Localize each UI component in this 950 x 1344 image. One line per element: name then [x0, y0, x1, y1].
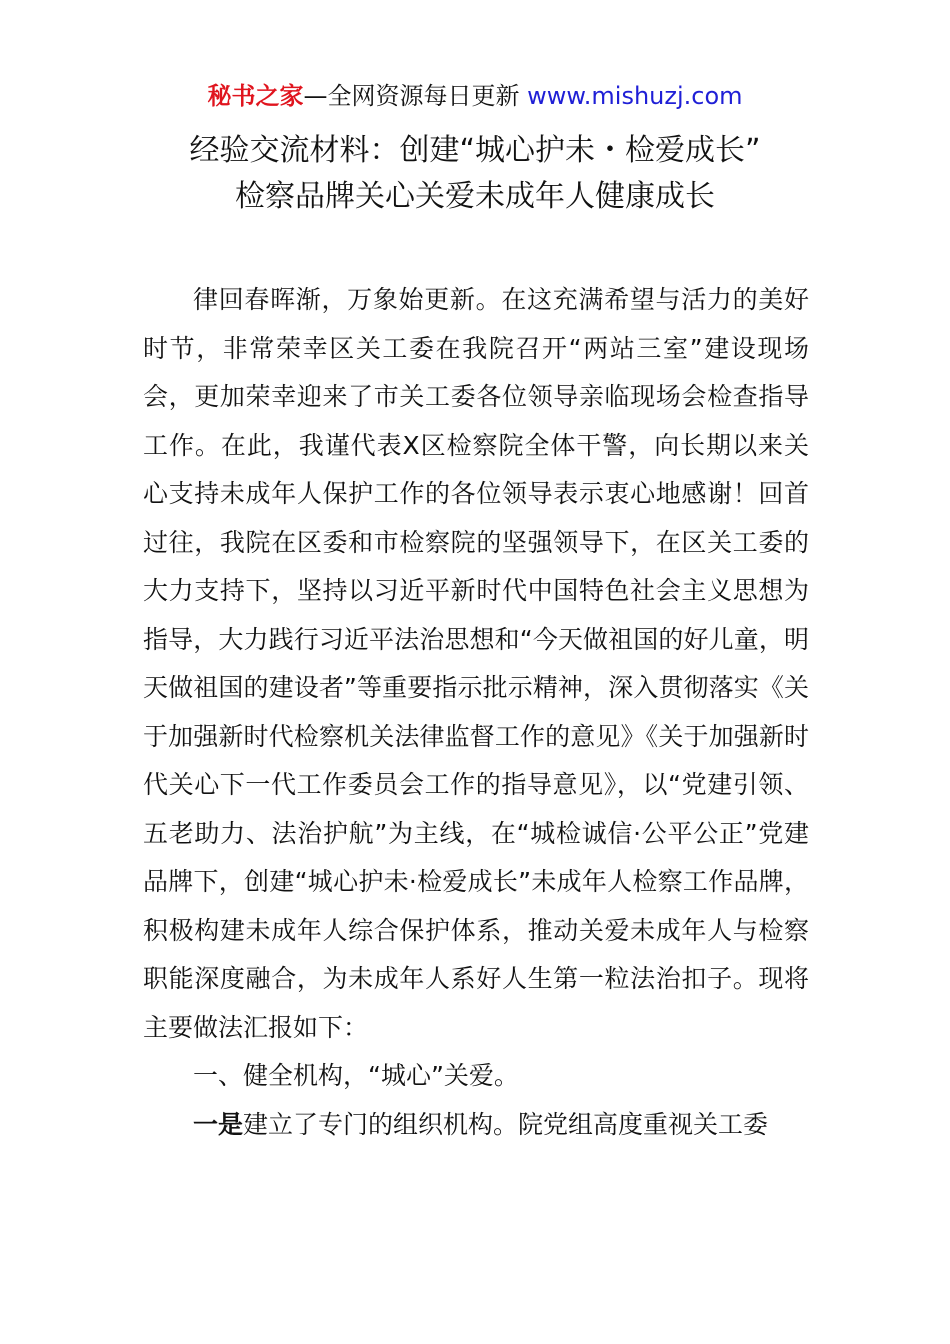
section-1-lead: 一是 — [193, 1109, 244, 1139]
site-tagline: —全网资源每日更新 — [303, 82, 520, 110]
intro-paragraph: 律回春晖渐，万象始更新。在这充满希望与活力的美好时节，非常荣幸区关工委在我院召开“两站三室”建设现场会，更加荣幸迎来了市关工委各位领导亲临现场会检查指导工作。在此，我谨代表X区检察院全体干警，向长期以来关心支持未成年人保护工作的各位领导表示衷心地感谢！回首过往，我院在区委和市检察院的坚强领导下，在区关工委的大力支持下，坚持以习近平新时代中国特色社会主义思想为指导，大力践行习近平法治思想和“今天做祖国的好儿童，明天做祖国的建设者”等重要指示批示精神，深入贯彻落实《关于加强新时代检察机关法律监督工作的意见》《关于加强新时代关心下一代工作委员会工作的指导意见》，以“党建引领、五老助力、法治护航”为主线，在“城检诚信·公平公正”党建品牌下，创建“城心护未·检爱成长”未成年人检察工作品牌，积极构建未成年人综合保护体系，推动关爱未成年人与检察职能深度融合，为未成年人系好人生第一粒法治扣子。现将主要做法汇报如下： — [143, 285, 809, 1042]
site-brand: 秘书之家 — [207, 82, 304, 110]
site-header — [0, 80, 950, 112]
title-line-1: 经验交流材料：创建“城心护未・检爱成长” — [189, 133, 761, 168]
site-url-link[interactable]: www.mishuzj.com — [527, 82, 743, 110]
document-title — [0, 128, 950, 220]
section-1-heading: 一、健全机构，“城心”关爱。 — [193, 1061, 519, 1090]
title-line-2: 检察品牌关心关爱未成年人健康成长 — [235, 179, 715, 214]
document-body — [143, 276, 809, 1149]
section-1-paragraph — [143, 1101, 809, 1150]
section-1-text: 建立了专门的组织机构。院党组高度重视关工委 — [243, 1109, 769, 1139]
